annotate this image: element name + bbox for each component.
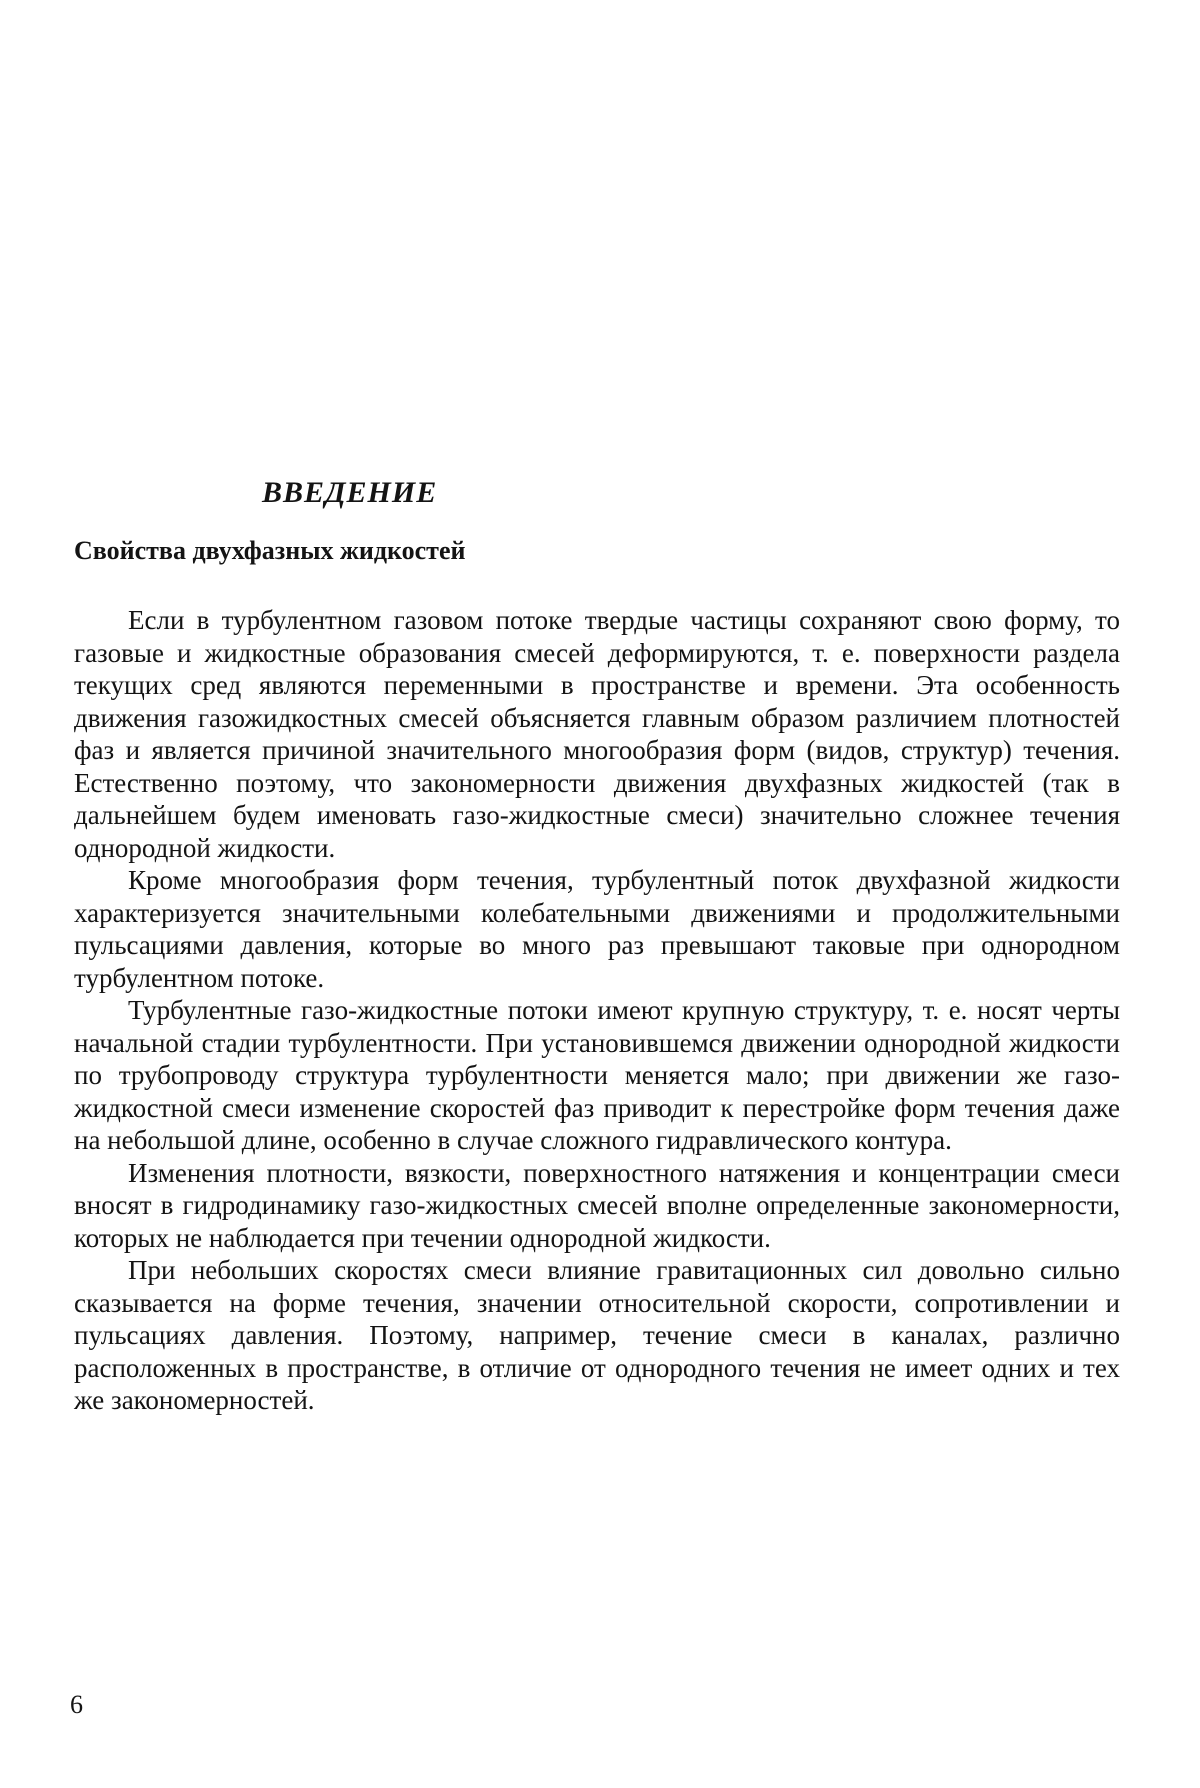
- paragraph-2: Кроме многообразия форм течения, турбулентный поток двухфазной жидкости характеризуется значительными колебательными движениями и продолжительными пульсациями давления, которые во много раз превышают таковые при однородном турбулентном потоке.: [74, 865, 1120, 993]
- paragraph-3: Турбулентные газо-жидкостные потоки имеют крупную структуру, т. е. носят черты начальной стадии турбулентности. При установившемся движении однородной жидкости по трубопроводу структура турбулентности меняется мало; при движении же газо-жидкостной смеси изменение скоростей фаз приводит к перестройке форм течения даже на небольшой длине, особенно в случае сложного гидравлического контура.: [74, 995, 1120, 1155]
- chapter-title: ВВЕДЕНИЕ: [262, 476, 438, 509]
- paragraph-1: Если в турбулентном газовом потоке твердые частицы сохраняют свою форму, то газовые и жидкостные образования смесей деформируются, т. е. поверхности раздела текущих сред являются переменными в пространстве и времени. Эта особенность движения газожидкостных смесей объясняется главным образом различием плотностей фаз и является причиной значительного многообразия форм (видов, структур) течения. Естественно поэтому, что закономерности движения двухфазных жидкостей (так в дальнейшем будем именовать газо-жидкостные смеси) значительно сложнее течения однородной жидкости.: [74, 605, 1120, 863]
- page-number: 6: [70, 1690, 83, 1719]
- paragraph-4: Изменения плотности, вязкости, поверхностного натяжения и концентрации смеси вносят в гидродинамику газо-жидкостных смесей вполне определенные закономерности, которых не наблюдается при течении однородной жидкости.: [74, 1157, 1120, 1253]
- paragraph-5: При небольших скоростях смеси влияние гравитационных сил довольно сильно сказывается на форме течения, значении относительной скорости, сопротивлении и пульсациях давления. Поэтому, например, течение смеси в каналах, различно расположенных в пространстве, в отличие от однородного течения не имеет одних и тех же закономерностей.: [74, 1255, 1120, 1415]
- body-text: [74, 604, 1120, 1417]
- section-title: Свойства двухфазных жидкостей: [74, 536, 466, 565]
